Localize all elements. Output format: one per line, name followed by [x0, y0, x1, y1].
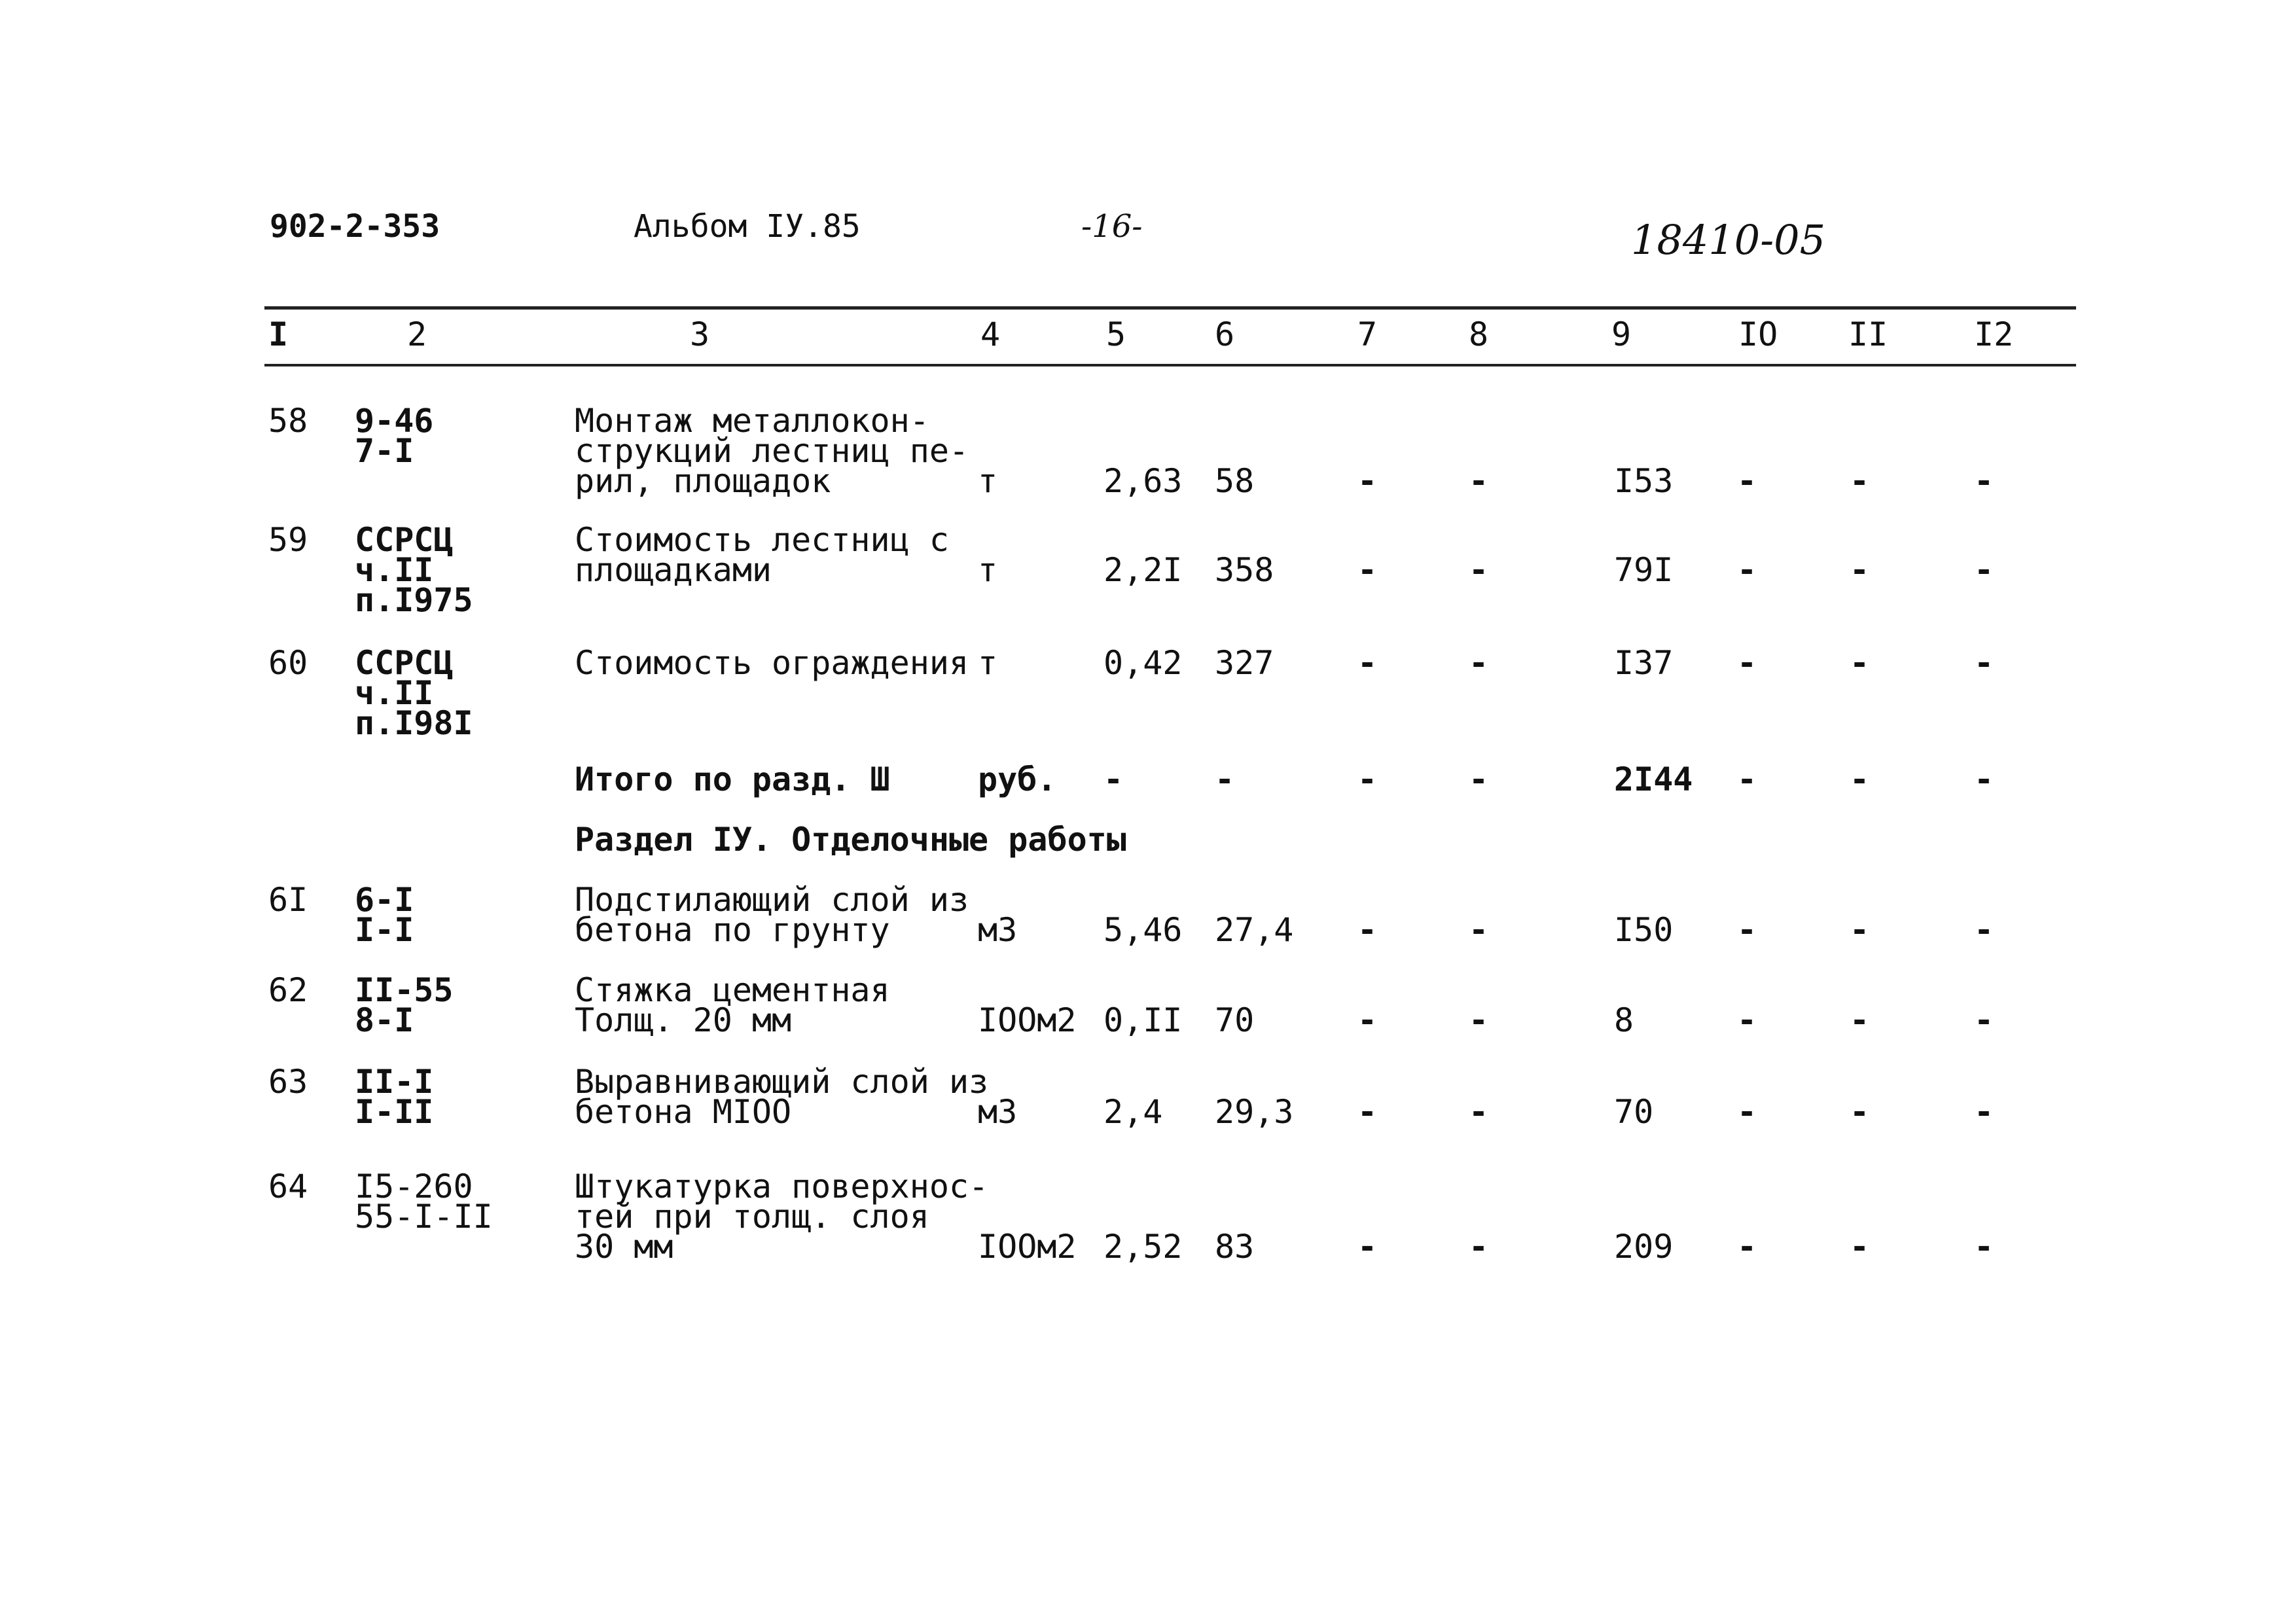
- unit: IOOм2: [978, 1228, 1077, 1266]
- unit-price: 58: [1215, 462, 1255, 500]
- unit: IOOм2: [978, 1001, 1077, 1039]
- table-top-rule: [264, 306, 2076, 310]
- column-header: 2: [407, 315, 427, 353]
- unit: м3: [978, 1093, 1018, 1131]
- col10-value: -: [1737, 1093, 1757, 1131]
- row-number: 63: [268, 1063, 308, 1101]
- col11-value: -: [1850, 462, 1870, 500]
- unit-price: 29,3: [1215, 1093, 1294, 1131]
- col12-value: -: [1974, 1093, 1994, 1131]
- col12-value: -: [1974, 911, 1994, 949]
- unit: т: [978, 462, 998, 500]
- col12-value: -: [1974, 644, 1994, 682]
- col10-value: -: [1737, 1001, 1757, 1039]
- column-header: I: [268, 315, 289, 353]
- row-number: 6I: [268, 881, 308, 919]
- work-name: Штукатурка поверхнос- тей при толщ. слоя 30 мм: [575, 1168, 989, 1266]
- section-heading: Раздел IУ. Отделочные работы: [575, 821, 1126, 859]
- column-header: I2: [1974, 315, 2014, 353]
- column-header: II: [1848, 315, 1888, 353]
- quantity: 2,63: [1103, 462, 1183, 500]
- col10-value: -: [1737, 1228, 1757, 1266]
- row-number: 58: [268, 402, 308, 440]
- col8-value: -: [1469, 1228, 1489, 1266]
- col8-value: -: [1469, 644, 1489, 682]
- col7-value: -: [1357, 1001, 1378, 1039]
- work-name: Выравнивающий слой из бетона МIOO: [575, 1063, 989, 1131]
- row-number: 62: [268, 971, 308, 1009]
- total-cost: 79I: [1614, 551, 1674, 589]
- column-header: IO: [1738, 315, 1778, 353]
- column-header: 6: [1215, 315, 1235, 353]
- quantity: 2,2I: [1103, 551, 1183, 589]
- col7-value: -: [1357, 911, 1378, 949]
- col10-value: -: [1737, 551, 1757, 589]
- unit-price: 70: [1215, 1001, 1255, 1039]
- col12-value: -: [1974, 462, 1994, 500]
- col8-value: -: [1469, 551, 1489, 589]
- quantity: 2,52: [1103, 1228, 1183, 1266]
- subtotal-label: Итого по разд. Ш: [575, 760, 890, 798]
- document-code: 902-2-353: [270, 208, 440, 245]
- quantity: 5,46: [1103, 911, 1183, 949]
- unit: т: [978, 551, 998, 589]
- col8-value: -: [1469, 462, 1489, 500]
- handwritten-stamp: 18410-05: [1631, 216, 1826, 264]
- col7-value: -: [1357, 551, 1378, 589]
- col12-value: -: [1974, 551, 1994, 589]
- quantity: 2,4: [1103, 1093, 1163, 1131]
- total-cost: 70: [1614, 1093, 1654, 1131]
- col11-value: -: [1850, 644, 1870, 682]
- col12-value: -: [1974, 760, 1994, 798]
- unit: м3: [978, 911, 1018, 949]
- rate-code: I5-260 55-I-II: [355, 1168, 493, 1236]
- col12-value: -: [1974, 1001, 1994, 1039]
- work-name: Подстилающий слой из бетона по грунту: [575, 881, 969, 949]
- unit-price: 327: [1215, 644, 1274, 682]
- col7-value: -: [1357, 644, 1378, 682]
- total-cost: 8: [1614, 1001, 1634, 1039]
- total-cost: 2I44: [1614, 760, 1693, 798]
- quantity: 0,II: [1103, 1001, 1183, 1039]
- column-header: 5: [1106, 315, 1126, 353]
- column-header: 8: [1469, 315, 1489, 353]
- col7-value: -: [1357, 1093, 1378, 1131]
- col7-value: -: [1357, 462, 1378, 500]
- col8-value: -: [1469, 1093, 1489, 1131]
- total-cost: I37: [1614, 644, 1674, 682]
- quantity: -: [1103, 760, 1124, 798]
- work-name: Стоимость лестниц с площадками: [575, 521, 949, 589]
- unit-price: 83: [1215, 1228, 1255, 1266]
- col7-value: -: [1357, 760, 1378, 798]
- album-label: Альбом IУ.85: [634, 208, 861, 245]
- col11-value: -: [1850, 911, 1870, 949]
- unit-price: 27,4: [1215, 911, 1294, 949]
- col11-value: -: [1850, 1001, 1870, 1039]
- rate-code: ССРСЦ ч.II п.I98I: [355, 644, 473, 742]
- rate-code: II-I I-II: [355, 1063, 434, 1131]
- rate-code: ССРСЦ ч.II п.I975: [355, 521, 473, 619]
- unit: руб.: [978, 760, 1057, 798]
- unit-price: 358: [1215, 551, 1274, 589]
- col8-value: -: [1469, 760, 1489, 798]
- page-number: -16-: [1081, 208, 1143, 245]
- rate-code: 9-46 7-I: [355, 402, 434, 470]
- column-header: 7: [1357, 315, 1378, 353]
- work-name: Стоимость ограждения: [575, 644, 969, 682]
- table-header-rule: [264, 364, 2076, 366]
- col10-value: -: [1737, 911, 1757, 949]
- col10-value: -: [1737, 462, 1757, 500]
- column-header: 4: [980, 315, 1001, 353]
- row-number: 60: [268, 644, 308, 682]
- row-number: 59: [268, 521, 308, 559]
- total-cost: I50: [1614, 911, 1674, 949]
- work-name: Стяжка цементная Толщ. 20 мм: [575, 971, 890, 1039]
- col11-value: -: [1850, 551, 1870, 589]
- column-header: 3: [690, 315, 710, 353]
- total-cost: 209: [1614, 1228, 1674, 1266]
- col11-value: -: [1850, 760, 1870, 798]
- col11-value: -: [1850, 1228, 1870, 1266]
- work-name: Монтаж металлокон- струкций лестниц пе- рил, площадок: [575, 402, 969, 500]
- row-number: 64: [268, 1168, 308, 1205]
- col7-value: -: [1357, 1228, 1378, 1266]
- unit-price: -: [1215, 760, 1235, 798]
- col11-value: -: [1850, 1093, 1870, 1131]
- col8-value: -: [1469, 1001, 1489, 1039]
- column-header: 9: [1611, 315, 1632, 353]
- col10-value: -: [1737, 644, 1757, 682]
- col10-value: -: [1737, 760, 1757, 798]
- col8-value: -: [1469, 911, 1489, 949]
- rate-code: 6-I I-I: [355, 881, 414, 949]
- col12-value: -: [1974, 1228, 1994, 1266]
- quantity: 0,42: [1103, 644, 1183, 682]
- total-cost: I53: [1614, 462, 1674, 500]
- unit: т: [978, 644, 998, 682]
- rate-code: II-55 8-I: [355, 971, 454, 1039]
